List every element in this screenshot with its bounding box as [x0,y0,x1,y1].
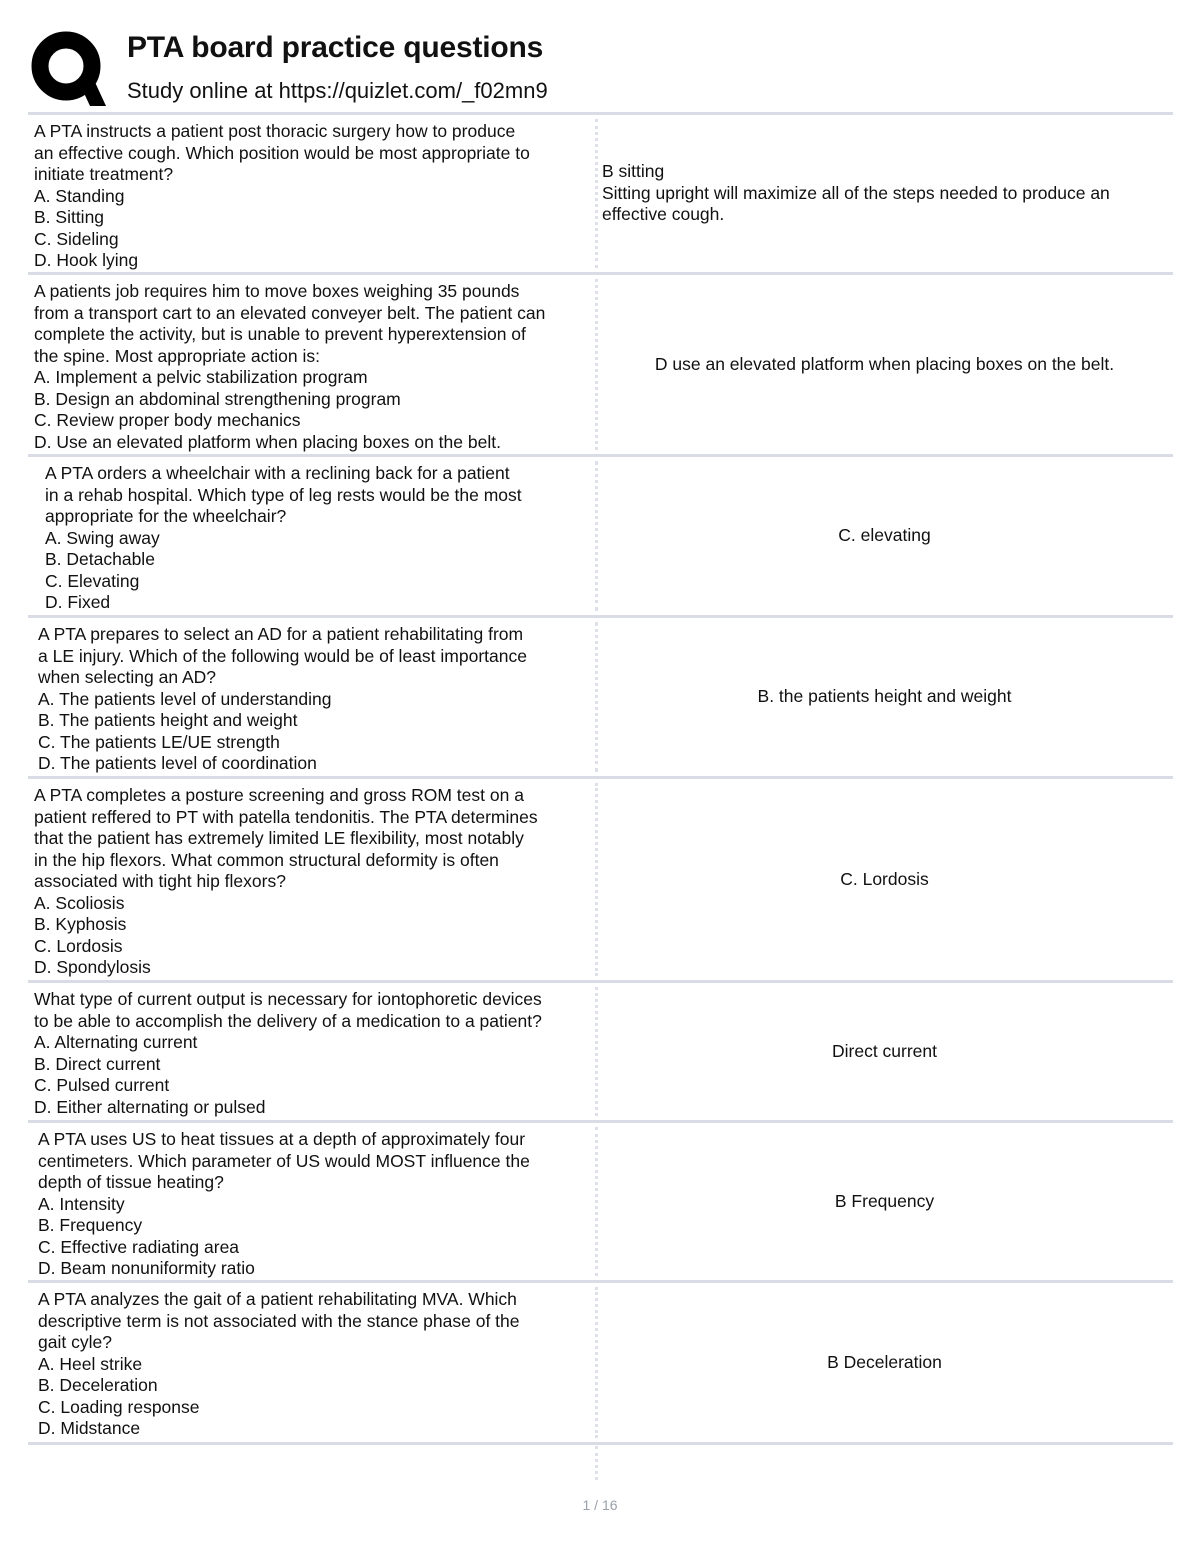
card-row [28,115,1173,275]
question-text: What type of current output is necessary for iontophoretic devices to be able to accomplish the delivery of a medication to a patient? A. Alternating current B. Direct current C. Pulsed current D. Either alternating or pulsed [34,989,542,1117]
card-row [28,983,1173,1123]
answer-text: B sitting Sitting upright will maximize all of the steps needed to produce an effective cough. [602,161,1110,225]
question-text: A PTA completes a posture screening and gross ROM test on a patient reffered to PT with patella tendonitis. The PTA determines that the patient has extremely limited LE flexibility, most notably in the hip flexors. What common structural deformity is often associated with tight hip flexors? A. Scoliosis B. Kyphosis C. Lordosis D. Spondylosis [34,785,538,977]
answer-text: C. Lordosis [840,868,929,889]
page-header [28,28,1173,112]
column-divider [595,1127,598,1276]
answer-text: B Deceleration [827,1351,942,1372]
column-divider-continuation [595,1446,598,1480]
page-title: PTA board practice questions [127,31,544,64]
question-text: A PTA uses US to heat tissues at a depth of approximately four centimeters. Which parameter of US would MOST influence the depth of tissue heating? A. Intensity B. Frequency C. Effective radiating area D. Beam nonuniformity ratio [38,1129,530,1278]
page-number: 1 / 16 [582,1497,618,1513]
question-text: A PTA instructs a patient post thoracic surgery how to produce an effective cough. Which position would be most appropriate to initiate treatment? A. Standing B. Sitting C. Sideling D. Hook lying [34,121,530,270]
column-divider [595,1287,598,1438]
answer-text: B Frequency [834,1190,935,1211]
card-row [28,275,1173,457]
question-text: A PTA analyzes the gait of a patient rehabilitating MVA. Which descriptive term is not associated with the stance phase of the gait cyle? A. Heel strike B. Deceleration C. Loading response D. Midstance [38,1289,520,1438]
card-row [28,1123,1173,1283]
column-divider [595,461,598,611]
card-row [28,779,1173,983]
study-link[interactable]: Study online at https://quizlet.com/_f02mn9 [127,78,548,103]
card-row [28,1283,1173,1445]
quizlet-logo-icon [30,30,106,108]
question-text: A PTA orders a wheelchair with a reclining back for a patient in a rehab hospital. Which type of leg rests would be the most appropriate for the wheelchair? A. Swing away B. Detachable C. Elevating D. Fixed [45,463,522,612]
column-divider [595,119,598,268]
answer-text: C. elevating [838,525,931,546]
answer-text: B. the patients height and weight [757,686,1012,707]
column-divider [595,622,598,772]
card-row [28,618,1173,779]
card-row [28,457,1173,618]
column-divider [595,783,598,976]
question-text: A patients job requires him to move boxes weighing 35 pounds from a transport cart to an elevated conveyer belt. The patient can complete the activity, but is unable to prevent hyperextension of the spine. Most appropriate action is: A. Implement a pelvic stabilization program B. Design an abdominal strengthening program C. Review proper body mechanics D. Use an elevated platform when placing boxes on the belt. [34,281,546,452]
column-divider [595,987,598,1116]
answer-text: Direct current [831,1040,938,1061]
column-divider [595,279,598,450]
answer-text: D use an elevated platform when placing boxes on the belt. [654,353,1115,374]
question-text: A PTA prepares to select an AD for a patient rehabilitating from a LE injury. Which of the following would be of least importance when selecting an AD? A. The patients level of understanding B. The patients height and weight C. The patients LE/UE strength D. The patients level of coordination [38,624,527,773]
